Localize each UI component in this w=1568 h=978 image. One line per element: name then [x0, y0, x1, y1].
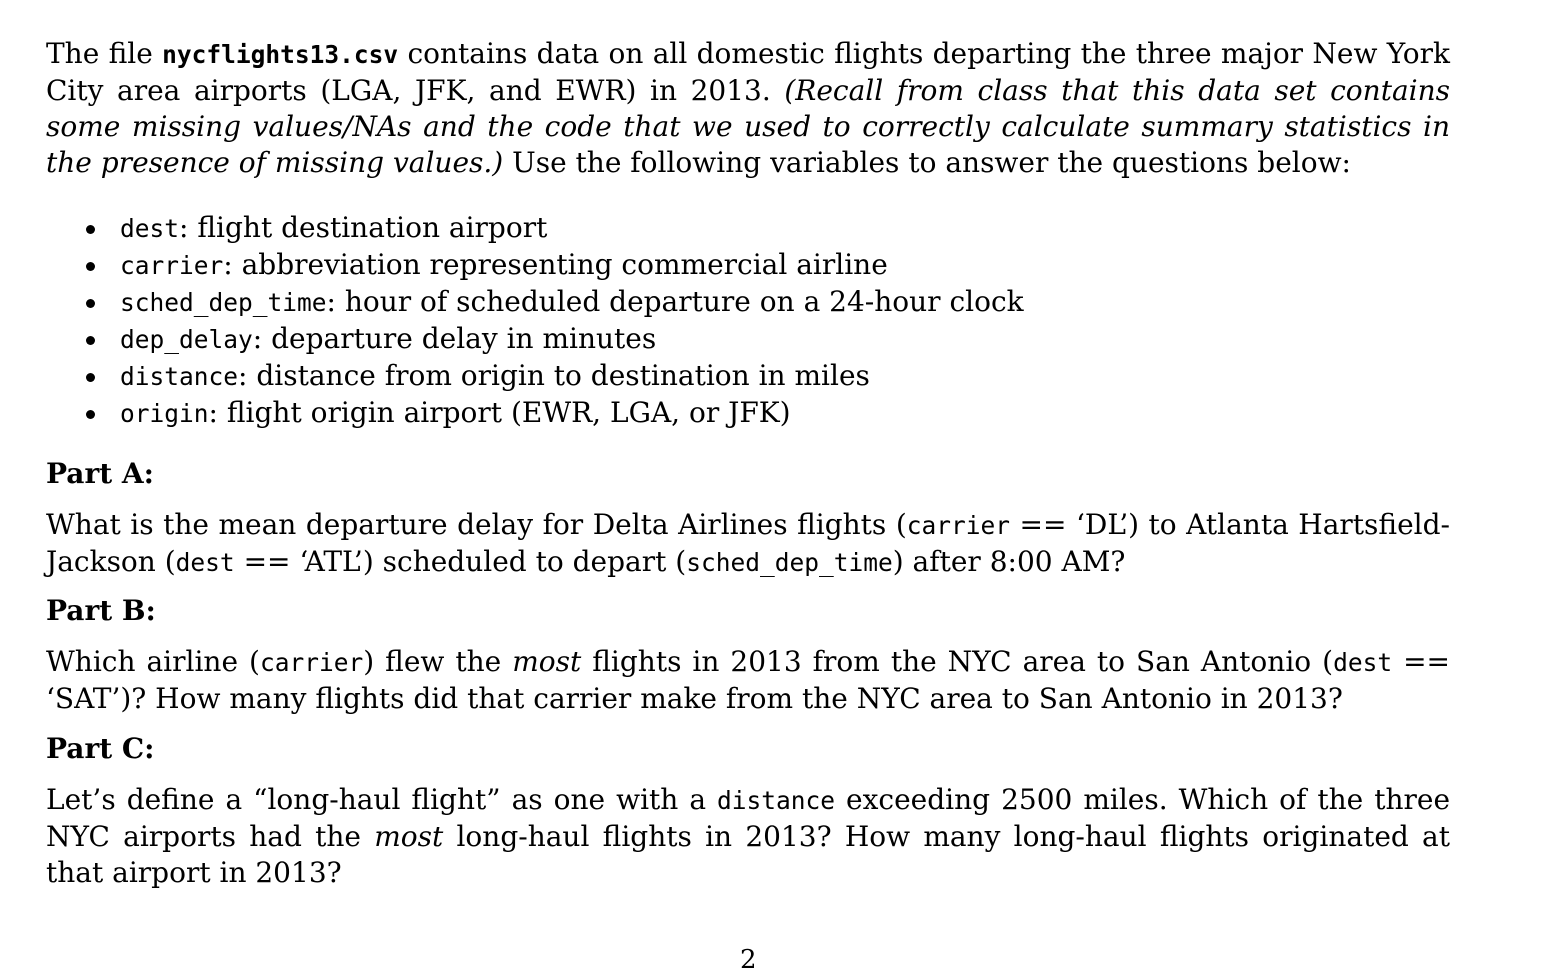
part-a-code-sched-dep-time: sched_dep_time — [686, 548, 893, 577]
part-c-text-2: exceeding 2500 miles. Which of the three NYC airports had the — [46, 783, 1451, 853]
bullet-icon — [86, 373, 95, 382]
variable-name: dep_delay — [120, 325, 253, 354]
variable-description: : flight origin airport (EWR, LGA, or JFK) — [208, 396, 791, 429]
list-item — [46, 210, 1024, 247]
variable-name: origin — [120, 399, 209, 428]
cutoff-heading-remnant — [46, 0, 346, 6]
document-page — [46, 0, 1450, 978]
bullet-icon — [86, 410, 95, 419]
variable-name: distance — [120, 362, 239, 391]
part-a-heading: Part A: — [46, 457, 154, 490]
variable-list — [46, 210, 1024, 432]
bullet-icon — [86, 225, 95, 234]
variable-name: sched_dep_time — [120, 288, 327, 317]
variable-description: : flight destination airport — [179, 211, 548, 244]
part-a-code-dest: dest — [175, 548, 235, 577]
part-c-text-3: long-haul flights in 2013? How many long-haul flights originated at that airport in 2013? — [46, 820, 1451, 889]
part-a-text-1: What is the mean departure delay for Delta Airlines flights ( — [46, 508, 907, 541]
part-b-text-1: Which airline ( — [46, 645, 260, 678]
part-b-question — [46, 644, 1450, 717]
intro-closing-text: Use the following variables to answer the questions below: — [503, 146, 1351, 179]
part-a-text-3: == ‘ATL’) scheduled to depart ( — [234, 545, 687, 578]
list-item — [46, 284, 1024, 321]
page-number: 2 — [740, 945, 757, 975]
part-a-question — [46, 507, 1450, 581]
part-c-question — [46, 782, 1450, 891]
part-a-text-4: ) after 8:00 AM? — [892, 545, 1126, 578]
part-c-code-distance: distance — [717, 786, 836, 815]
intro-paragraph — [46, 36, 1450, 181]
bullet-icon — [86, 336, 95, 345]
part-b-emphasis-most: most — [512, 645, 582, 678]
list-item — [46, 395, 1024, 432]
part-c-text-1: Let’s define a “long-haul flight” as one with a — [46, 783, 718, 816]
variable-description: : hour of scheduled departure on a 24-hour clock — [326, 285, 1024, 318]
filename-code: nycflights13.csv — [162, 40, 399, 69]
part-b-text-2: ) flew the — [363, 645, 513, 678]
variable-name: dest — [120, 214, 180, 243]
part-b-text-4: == ‘SAT’)? How many flights did that carrier make from the NYC area to San Antonio in 2013? — [46, 645, 1450, 715]
intro-body-text: contains data on all domestic flights departing the three major New York City area airports (LGA, JFK, and EWR) in 2013. — [46, 37, 1450, 107]
part-b-code-carrier: carrier — [259, 648, 364, 677]
list-item — [46, 321, 1024, 358]
part-c-heading: Part C: — [46, 732, 155, 765]
variable-description: : distance from origin to destination in miles — [238, 359, 870, 392]
part-c-emphasis-most: most — [374, 820, 444, 853]
bullet-icon — [86, 299, 95, 308]
variable-name: carrier — [120, 251, 224, 280]
variable-description: : abbreviation representing commercial airline — [223, 248, 888, 281]
bullet-icon — [86, 262, 95, 271]
part-a-text-2: == ‘DL’) to Atlanta Hartsfield-Jackson ( — [46, 508, 1450, 578]
recall-note: (Recall from class that this data set contains some missing values/NAs and the code that we used to correctly calculate summary statistics in the presence of missing values.) — [46, 74, 1450, 179]
list-item — [46, 247, 1024, 284]
variable-description: : departure delay in minutes — [252, 322, 657, 355]
part-b-code-dest: dest — [1333, 648, 1393, 677]
intro-lead-text: The file — [46, 37, 163, 70]
list-item — [46, 358, 1024, 395]
part-a-code-carrier: carrier — [906, 511, 1011, 540]
part-b-text-3: flights in 2013 from the NYC area to San Antonio ( — [581, 645, 1334, 678]
part-b-heading: Part B: — [46, 594, 156, 627]
